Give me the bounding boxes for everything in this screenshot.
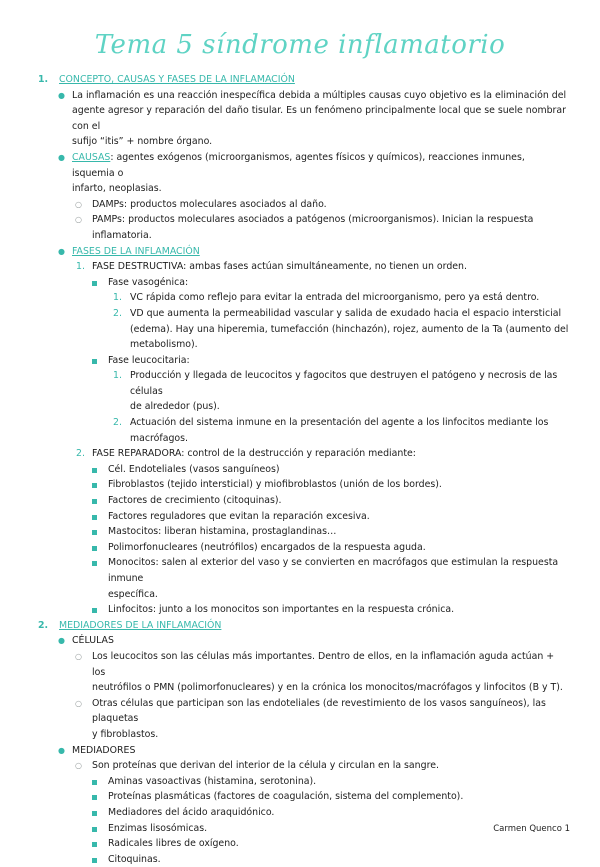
list-item: Mastocitos: liberan histamina, prostaglandinas… [0,524,600,540]
list-item: Radicales libres de oxígeno. [0,836,600,852]
square-bullet-icon [92,530,97,535]
bullet-icon: ● [58,636,65,646]
list-item: Enzimas lisosómicas. [0,821,600,837]
list-item: ● CÉLULAS [0,633,600,649]
list-item: Citoquinas. [0,852,600,867]
list-item: 1. VC rápida como reflejo para evitar la entrada del microorganismo, pero ya está dentro. [113,292,540,304]
square-bullet-icon [92,827,97,832]
list-item: Cél. Endoteliales (vasos sanguíneos) [0,462,600,478]
square-bullet-icon [92,483,97,488]
circle-bullet-icon: ○ [75,651,82,661]
list-item: Fase vasogénica: [0,275,600,291]
circle-bullet-icon: ○ [75,698,82,708]
square-bullet-icon [92,608,97,613]
list-item: ○ DAMPs: productos moleculares asociados al daño. [0,197,600,213]
list-item: Monocitos: salen al exterior del vaso y se convierten en macrófagos que estimulan la respuesta inmune específica. [0,555,600,602]
section-heading-2 [0,618,600,634]
square-bullet-icon [92,858,97,863]
fases-label: FASES DE LA INFLAMACIÓN [72,245,200,257]
section-title: CONCEPTO, CAUSAS Y FASES DE LA INFLAMACIÓN [59,74,295,85]
bullet-icon: ● [58,745,65,755]
square-bullet-icon [92,546,97,551]
list-item: Linfocitos: junto a los monocitos son importantes en la respuesta crónica. [0,602,600,618]
list-item: Factores reguladores que evitan la reparación excesiva. [0,509,600,525]
list-item: Aminas vasoactivas (histamina, serotonina). [0,774,600,790]
list-item: 1. Producción y llegada de leucocitos y fagocitos que destruyen el patógeno y necrosis de las células de alrededor (pus). [113,370,558,413]
square-bullet-icon [92,515,97,520]
list-item: ○ Otras células que participan son las endoteliales (de revestimiento de los vasos sanguíneos), las plaquetas y fibroblastos. [75,697,546,740]
list-item: ○ PAMPs: productos moleculares asociados a patógenos (microorganismos). Inician la respuesta inflamatoria. [75,214,534,241]
square-bullet-icon [92,842,97,847]
list-item: Fibroblastos (tejido intersticial) y miofibroblastos (unión de los bordes). [0,477,600,493]
list-item: Factores de crecimiento (citoquinas). [0,493,600,509]
section-number: 1. [38,74,49,85]
section-heading-1 [0,72,600,88]
list-item: Fase leucocitaria: [0,353,600,369]
bullet-icon: ● [58,246,65,256]
list-item: ● MEDIADORES [0,743,600,759]
causas-label: CAUSAS [72,151,111,163]
circle-bullet-icon: ○ [75,215,82,225]
document-body [0,72,600,867]
square-bullet-icon [92,359,97,364]
list-item: ● CAUSAS: agentes exógenos (microorganismos, agentes físicos y químicos), reacciones inmunes, isquemia o infarto, neoplasias. [58,151,525,195]
bullet-icon: ● [58,152,65,162]
footer-author: Carmen Quenco 1 [493,824,570,834]
list-item: Proteínas plasmáticas (factores de coagulación, sistema del complemento). [0,789,600,805]
list-item: 1. FASE DESTRUCTIVA: ambas fases actúan simultáneamente, no tienen un orden. [76,261,467,273]
list-item: ● La inflamación es una reacción inespecífica debida a múltiples causas cuyo objetivo es la eliminación del agente agresor y reparación del daño tisular. Es un fenómeno principalmente local que se suele nombrar con el sufijo “itis” + nombre órgano. [58,89,567,148]
list-item: Polimorfonucleares (neutrófilos) encargados de la respuesta aguda. [0,540,600,556]
square-bullet-icon [92,468,97,473]
list-item [0,244,600,260]
square-bullet-icon [92,780,97,785]
square-bullet-icon [92,795,97,800]
page-title: Tema 5 síndrome inflamatorio [94,30,506,60]
list-item: 2. Actuación del sistema inmune en la presentación del agente a los linfocitos mediante los macrófagos. [113,417,549,444]
square-bullet-icon [92,811,97,816]
square-bullet-icon [92,561,97,566]
list-item: ○ Son proteínas que derivan del interior de la célula y circulan en la sangre. [0,758,600,774]
list-item: 2. FASE REPARADORA: control de la destrucción y reparación mediante: [76,448,416,460]
circle-bullet-icon: ○ [75,761,82,771]
section-number: 2. [38,619,49,631]
list-item: 2. VD que aumenta la permeabilidad vascular y salida de exudado hacia el espacio intersticial (edema). Hay una hiperemia, tumefacción (hinchazón), rojez, aumento de la Ta (aumento del metabolismo). [113,307,569,351]
list-item: ○ Los leucocitos son las células más importantes. Dentro de ellos, en la inflamación aguda actúan + los neutrófilos o PMN (polimorfonucleares) y en la crónica los monocitos/macrófagos y linfocitos (B y T). [75,650,563,694]
section-title: MEDIADORES DE LA INFLAMACIÓN [59,619,222,631]
square-bullet-icon [92,281,97,286]
list-item: Mediadores del ácido araquidónico. [0,805,600,821]
bullet-icon: ● [58,90,65,100]
circle-bullet-icon: ○ [75,199,82,209]
square-bullet-icon [92,499,97,504]
